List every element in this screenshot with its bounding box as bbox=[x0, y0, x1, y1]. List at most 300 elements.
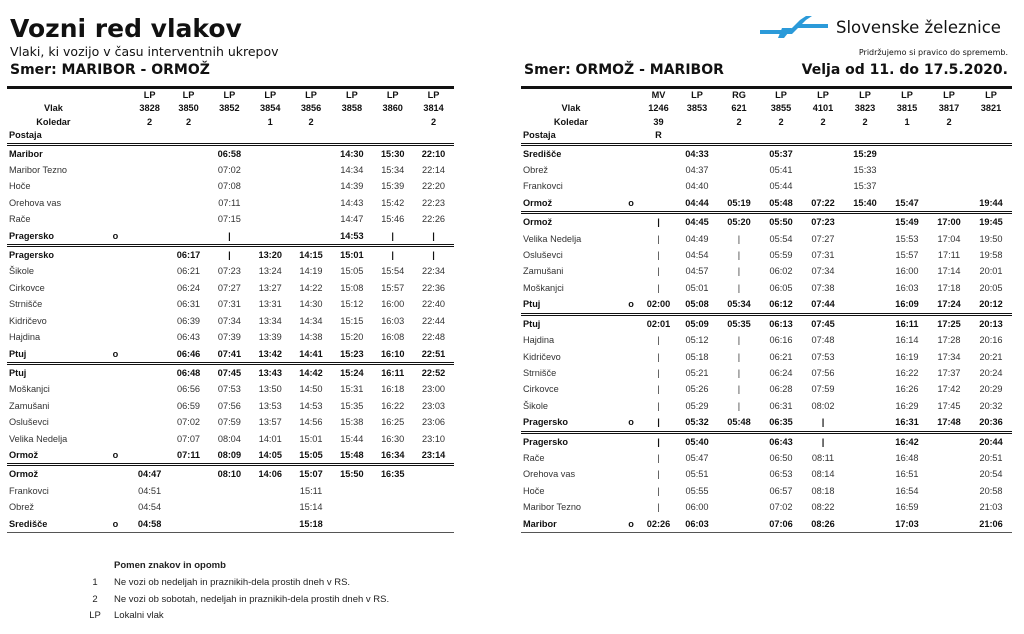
departure-time: 06:24 bbox=[769, 367, 793, 378]
station-row bbox=[521, 332, 1012, 348]
departure-time bbox=[291, 211, 332, 227]
calendar-note: 2 bbox=[820, 116, 826, 127]
departure-time: 14:05 bbox=[258, 449, 282, 460]
departure-time: 20:21 bbox=[979, 351, 1003, 362]
departure-time: 15:39 bbox=[381, 181, 405, 192]
station-row bbox=[521, 466, 1012, 482]
departure-time: 14:38 bbox=[299, 332, 323, 343]
departure-time bbox=[168, 162, 209, 178]
departure-time: 07:59 bbox=[217, 417, 241, 428]
departure-time bbox=[844, 499, 886, 515]
train-number: 3814 bbox=[423, 103, 444, 114]
departure-time: 07:39 bbox=[217, 332, 241, 343]
terminus-mark bbox=[621, 144, 641, 162]
departure-time: 07:02 bbox=[177, 417, 201, 428]
departure-time: 19:58 bbox=[979, 250, 1003, 261]
station-name: Šikole bbox=[523, 400, 549, 411]
station-name: Ormož bbox=[523, 197, 553, 208]
departure-time: 06:35 bbox=[769, 417, 793, 428]
departure-time: 08:22 bbox=[811, 502, 835, 513]
station-name: Kidričevo bbox=[9, 315, 47, 326]
station-name: Zamušani bbox=[523, 266, 564, 277]
departure-time: 05:44 bbox=[769, 181, 793, 192]
station-row bbox=[521, 398, 1012, 414]
legend-item bbox=[84, 592, 389, 609]
departure-time: 23:00 bbox=[422, 384, 446, 395]
departure-time: | bbox=[657, 266, 660, 277]
station-row bbox=[521, 499, 1012, 515]
departure-time: | bbox=[802, 432, 844, 450]
departure-time: 15:24 bbox=[331, 363, 372, 381]
terminus-mark bbox=[621, 432, 641, 450]
departure-time: 07:06 bbox=[760, 516, 802, 533]
departure-time bbox=[718, 450, 760, 466]
header-spacer bbox=[621, 116, 641, 129]
departure-time: 14:34 bbox=[340, 165, 364, 176]
departure-time bbox=[844, 516, 886, 533]
departure-time: 22:34 bbox=[422, 266, 446, 277]
departure-time: 06:50 bbox=[769, 452, 793, 463]
departure-time: 08:11 bbox=[811, 452, 835, 463]
station-name: Strnišče bbox=[523, 367, 557, 378]
train-type-row bbox=[7, 88, 454, 103]
departure-time: 14:53 bbox=[340, 230, 364, 241]
departure-time: 14:43 bbox=[340, 197, 364, 208]
calendar-note: 2 bbox=[946, 116, 952, 127]
train-number: 3828 bbox=[139, 103, 160, 114]
departure-time bbox=[844, 381, 886, 397]
departure-time: 07:56 bbox=[217, 400, 241, 411]
postaja-label: Postaja bbox=[9, 130, 42, 141]
postaja-note bbox=[413, 129, 454, 144]
departure-time: 15:05 bbox=[340, 266, 364, 277]
terminus-mark: o bbox=[100, 516, 131, 533]
departure-time bbox=[168, 144, 209, 162]
departure-time: 23:10 bbox=[422, 433, 446, 444]
station-name: Maribor Tezno bbox=[523, 502, 582, 513]
departure-time: 15:11 bbox=[299, 485, 323, 496]
departure-time: 04:47 bbox=[131, 465, 168, 483]
station-row bbox=[7, 483, 454, 499]
departure-time bbox=[844, 314, 886, 332]
departure-time bbox=[372, 483, 413, 499]
departure-time: 05:19 bbox=[727, 197, 751, 208]
railway-logo-icon bbox=[760, 16, 828, 38]
departure-time bbox=[131, 263, 168, 279]
brand-name: Slovenske železnice bbox=[836, 17, 1001, 37]
postaja-note: R bbox=[655, 130, 662, 141]
departure-time bbox=[413, 465, 454, 483]
departure-time bbox=[131, 228, 168, 246]
train-type: LP bbox=[291, 88, 332, 103]
header-spacer bbox=[621, 88, 641, 103]
postaja-label: Postaja bbox=[523, 130, 556, 141]
departure-time: 17:48 bbox=[937, 417, 961, 428]
departure-time: | bbox=[657, 335, 660, 346]
departure-time bbox=[131, 162, 168, 178]
departure-time bbox=[331, 483, 372, 499]
station-row bbox=[521, 213, 1012, 231]
departure-time: 16:29 bbox=[895, 400, 919, 411]
departure-time: 04:51 bbox=[138, 485, 162, 496]
station-name: Velika Nedelja bbox=[9, 433, 68, 444]
train-type: LP bbox=[209, 88, 250, 103]
train-type: LP bbox=[970, 88, 1012, 103]
terminus-mark bbox=[100, 499, 131, 515]
postaja-note bbox=[291, 129, 332, 144]
departure-time: 06:57 bbox=[769, 485, 793, 496]
departure-time: 06:17 bbox=[168, 246, 209, 264]
departure-time bbox=[291, 195, 332, 211]
calendar-note bbox=[209, 116, 250, 129]
departure-time: 16:22 bbox=[381, 400, 405, 411]
departure-time: 05:40 bbox=[676, 432, 718, 450]
departure-time: 17:34 bbox=[937, 351, 961, 362]
departure-time: 05:09 bbox=[676, 314, 718, 332]
departure-time bbox=[131, 313, 168, 329]
departure-time: 17:45 bbox=[937, 400, 961, 411]
train-number: 1246 bbox=[648, 103, 669, 114]
departure-time: 06:39 bbox=[177, 315, 201, 326]
departure-time bbox=[250, 499, 291, 515]
postaja-note bbox=[928, 129, 970, 144]
station-name: Središče bbox=[7, 516, 100, 533]
departure-time bbox=[131, 211, 168, 227]
departure-time: 05:18 bbox=[685, 351, 709, 362]
legend-key: 2 bbox=[92, 593, 98, 605]
departure-time: 04:54 bbox=[138, 502, 162, 513]
departure-time bbox=[928, 516, 970, 533]
departure-time: 06:05 bbox=[769, 282, 793, 293]
departure-time: 16:11 bbox=[372, 363, 413, 381]
station-name: Osluševci bbox=[9, 417, 49, 428]
departure-time: | bbox=[737, 367, 741, 378]
terminus-mark: o bbox=[628, 417, 634, 428]
calendar-note: 1 bbox=[904, 116, 910, 127]
departure-time: 07:45 bbox=[209, 363, 250, 381]
station-name: Zamušani bbox=[9, 400, 50, 411]
calendar-note bbox=[970, 116, 1012, 129]
departure-time bbox=[131, 447, 168, 465]
departure-time: | bbox=[657, 233, 660, 244]
departure-time: 05:26 bbox=[685, 384, 709, 395]
terminus-mark bbox=[100, 363, 131, 381]
station-name: Ormož bbox=[7, 465, 100, 483]
terminus-mark bbox=[621, 381, 641, 397]
departure-time: 17:03 bbox=[886, 516, 928, 533]
calendar-row bbox=[7, 116, 454, 129]
terminus-mark bbox=[621, 263, 641, 279]
train-type: MV bbox=[641, 88, 676, 103]
station-name: Obrež bbox=[523, 165, 549, 176]
terminus-mark bbox=[621, 247, 641, 263]
departure-time: | bbox=[737, 266, 741, 277]
station-row bbox=[7, 144, 454, 162]
legend-text: Ne vozi ob sobotah, nedeljah in praznikih-dela prostih dneh v RS. bbox=[114, 593, 390, 605]
departure-time bbox=[250, 516, 291, 533]
departure-time: 20:54 bbox=[979, 469, 1003, 480]
terminus-mark bbox=[100, 296, 131, 312]
departure-time: | bbox=[432, 230, 435, 241]
departure-time: 16:08 bbox=[381, 332, 405, 343]
departure-time: 14:01 bbox=[258, 433, 282, 444]
legend-text: Lokalni vlak bbox=[114, 610, 164, 621]
departure-time bbox=[413, 483, 454, 499]
departure-time bbox=[844, 247, 886, 263]
terminus-mark bbox=[100, 280, 131, 296]
terminus-mark bbox=[621, 466, 641, 482]
station-name: Moškanjci bbox=[523, 282, 564, 293]
departure-time bbox=[641, 162, 676, 178]
train-number: 621 bbox=[731, 103, 747, 114]
legend bbox=[84, 560, 389, 625]
departure-time: 15:29 bbox=[844, 144, 886, 162]
station-name: Hoče bbox=[523, 485, 545, 496]
departure-time bbox=[844, 450, 886, 466]
departure-time: 22:20 bbox=[422, 181, 446, 192]
terminus-mark bbox=[621, 483, 641, 499]
departure-time: 17:14 bbox=[937, 266, 961, 277]
departure-time: 13:42 bbox=[258, 348, 282, 359]
postaja-row bbox=[7, 129, 454, 144]
terminus-mark: o bbox=[628, 299, 634, 310]
terminus-mark bbox=[621, 280, 641, 296]
departure-time: 16:42 bbox=[886, 432, 928, 450]
departure-time: 20:13 bbox=[970, 314, 1012, 332]
departure-time: | bbox=[737, 282, 741, 293]
departure-time: 22:52 bbox=[413, 363, 454, 381]
departure-time: 05:34 bbox=[727, 299, 751, 310]
departure-time: 15:38 bbox=[340, 417, 364, 428]
departure-time bbox=[131, 195, 168, 211]
station-row bbox=[7, 447, 454, 465]
departure-time bbox=[131, 381, 168, 397]
station-name: Hajdina bbox=[523, 335, 555, 346]
terminus-mark bbox=[100, 313, 131, 329]
direction-left: Smer: MARIBOR - ORMOŽ bbox=[10, 62, 210, 78]
departure-time: 14:06 bbox=[250, 465, 291, 483]
departure-time bbox=[844, 332, 886, 348]
train-number: 3823 bbox=[854, 103, 876, 114]
departure-time: 19:44 bbox=[979, 197, 1003, 208]
departure-time: 22:40 bbox=[422, 299, 446, 310]
departure-time: 14:53 bbox=[299, 400, 323, 411]
departure-time bbox=[131, 178, 168, 194]
validity-period: Velja od 11. do 17.5.2020. bbox=[801, 62, 1008, 78]
vlak-label: Vlak bbox=[43, 103, 63, 114]
departure-time: | bbox=[372, 246, 413, 264]
terminus-mark bbox=[621, 162, 641, 178]
departure-time: 20:44 bbox=[970, 432, 1012, 450]
terminus-mark bbox=[100, 178, 131, 194]
departure-time: | bbox=[657, 351, 660, 362]
postaja-note bbox=[676, 129, 718, 144]
station-name: Ptuj bbox=[7, 363, 100, 381]
departure-time: 05:29 bbox=[685, 400, 709, 411]
calendar-note bbox=[372, 116, 413, 129]
departure-time: | bbox=[737, 351, 741, 362]
departure-time bbox=[209, 516, 250, 533]
departure-time: 14:19 bbox=[299, 266, 323, 277]
station-row bbox=[7, 465, 454, 483]
departure-time: 22:44 bbox=[422, 315, 446, 326]
departure-time: | bbox=[641, 432, 676, 450]
train-type: LP bbox=[886, 88, 928, 103]
departure-time bbox=[802, 162, 844, 178]
departure-time: 20:32 bbox=[979, 400, 1003, 411]
departure-time: 13:20 bbox=[250, 246, 291, 264]
departure-time bbox=[413, 499, 454, 515]
departure-time: 06:56 bbox=[177, 384, 201, 395]
departure-time: 23:03 bbox=[422, 400, 446, 411]
departure-time: 07:27 bbox=[217, 282, 241, 293]
train-type: LP bbox=[372, 88, 413, 103]
train-number: 3817 bbox=[938, 103, 960, 114]
postaja-note bbox=[970, 129, 1012, 144]
calendar-note: 2 bbox=[308, 116, 314, 127]
departure-time: 13:24 bbox=[258, 266, 282, 277]
station-name: Cirkovce bbox=[523, 384, 559, 395]
departure-time: 07:41 bbox=[217, 348, 242, 359]
departure-time: 15:20 bbox=[340, 332, 364, 343]
departure-time bbox=[291, 228, 332, 246]
departure-time: 20:51 bbox=[979, 452, 1003, 463]
departure-time: 16:54 bbox=[895, 485, 919, 496]
header-spacer bbox=[621, 129, 641, 144]
departure-time bbox=[718, 162, 760, 178]
departure-time: 05:54 bbox=[769, 233, 793, 244]
departure-time: 07:15 bbox=[217, 214, 241, 225]
station-name: Osluševci bbox=[523, 250, 563, 261]
departure-time: 16:59 bbox=[895, 502, 919, 513]
station-name: Ptuj bbox=[521, 314, 621, 332]
departure-time bbox=[413, 516, 454, 533]
departure-time: 14:50 bbox=[299, 384, 323, 395]
station-row bbox=[521, 296, 1012, 314]
departure-time: 15:07 bbox=[291, 465, 332, 483]
legend-item bbox=[84, 575, 389, 592]
departure-time: | bbox=[737, 400, 741, 411]
departure-time bbox=[718, 499, 760, 515]
departure-time: 16:10 bbox=[380, 348, 405, 359]
calendar-note: 2 bbox=[862, 116, 868, 127]
departure-time: | bbox=[657, 417, 660, 428]
train-number: 3815 bbox=[896, 103, 918, 114]
departure-time: 17:24 bbox=[937, 299, 961, 310]
station-row bbox=[7, 516, 454, 533]
departure-time: 07:59 bbox=[811, 384, 835, 395]
departure-time: 22:51 bbox=[421, 348, 446, 359]
departure-time: | bbox=[657, 400, 660, 411]
departure-time: | bbox=[657, 452, 660, 463]
header-spacer bbox=[100, 116, 131, 129]
train-type-row bbox=[521, 88, 1012, 103]
legend-text: Ne vozi ob nedeljah in praznikih-dela prostih dneh v RS. bbox=[114, 577, 351, 588]
station-row bbox=[7, 280, 454, 296]
departure-time: 16:25 bbox=[381, 417, 405, 428]
departure-time: 08:18 bbox=[811, 485, 835, 496]
departure-time bbox=[928, 499, 970, 515]
departure-time: 23:06 bbox=[422, 417, 446, 428]
legend-title: Pomen znakov in opomb bbox=[114, 560, 226, 571]
station-row bbox=[7, 313, 454, 329]
departure-time: 22:48 bbox=[422, 332, 446, 343]
departure-time bbox=[718, 432, 760, 450]
train-number: 3854 bbox=[259, 103, 281, 114]
departure-time bbox=[928, 178, 970, 194]
departure-time: 15:48 bbox=[340, 449, 364, 460]
train-type: LP bbox=[802, 88, 844, 103]
koledar-label: Koledar bbox=[553, 116, 589, 127]
train-type: LP bbox=[760, 88, 802, 103]
departure-time bbox=[718, 178, 760, 194]
departure-time: 15:50 bbox=[331, 465, 372, 483]
departure-time bbox=[844, 213, 886, 231]
departure-time: 15:14 bbox=[299, 502, 323, 513]
departure-time bbox=[886, 178, 928, 194]
departure-time: 17:28 bbox=[937, 335, 961, 346]
departure-time bbox=[209, 499, 250, 515]
legend-key: LP bbox=[89, 610, 101, 621]
train-type: LP bbox=[676, 88, 718, 103]
departure-time: 05:20 bbox=[718, 213, 760, 231]
departure-time: 06:21 bbox=[177, 266, 201, 277]
departure-time: 22:14 bbox=[422, 165, 446, 176]
station-name: Ormož bbox=[9, 449, 39, 460]
station-name: Ormož bbox=[521, 213, 621, 231]
terminus-mark bbox=[100, 246, 131, 264]
terminus-mark bbox=[621, 499, 641, 515]
departure-time: 15:01 bbox=[331, 246, 372, 264]
station-row bbox=[7, 499, 454, 515]
departure-time: 20:01 bbox=[979, 266, 1003, 277]
terminus-mark: o bbox=[112, 449, 119, 460]
departure-time bbox=[372, 499, 413, 515]
departure-time bbox=[168, 228, 209, 246]
terminus-mark bbox=[100, 431, 131, 447]
departure-time: 07:31 bbox=[217, 299, 241, 310]
departure-time: 04:40 bbox=[685, 181, 709, 192]
terminus-mark bbox=[621, 332, 641, 348]
departure-time: 02:01 bbox=[641, 314, 676, 332]
train-type: LP bbox=[131, 88, 168, 103]
station-name: Pragersko bbox=[521, 432, 621, 450]
station-name: Pragersko bbox=[9, 230, 54, 241]
departure-time: 17:18 bbox=[937, 282, 961, 293]
timetable-ormoz-maribor bbox=[521, 86, 1012, 533]
train-type: LP bbox=[250, 88, 291, 103]
station-name: Strnišče bbox=[9, 299, 43, 310]
station-name: Hajdina bbox=[9, 332, 41, 343]
terminus-mark bbox=[621, 178, 641, 194]
station-row bbox=[7, 246, 454, 264]
departure-time: 16:09 bbox=[895, 299, 919, 310]
station-name: Kidričevo bbox=[523, 351, 561, 362]
station-name: Rače bbox=[523, 452, 545, 463]
departure-time: 07:02 bbox=[217, 165, 241, 176]
station-row bbox=[7, 431, 454, 447]
departure-time bbox=[844, 398, 886, 414]
departure-time: 06:03 bbox=[676, 516, 718, 533]
departure-time bbox=[718, 516, 760, 533]
departure-time: | bbox=[737, 233, 741, 244]
departure-time bbox=[131, 329, 168, 345]
reserve-note: Pridržujemo si pravico do sprememb. bbox=[858, 48, 1008, 57]
departure-time bbox=[250, 211, 291, 227]
departure-time bbox=[718, 466, 760, 482]
departure-time bbox=[168, 516, 209, 533]
station-row bbox=[521, 280, 1012, 296]
